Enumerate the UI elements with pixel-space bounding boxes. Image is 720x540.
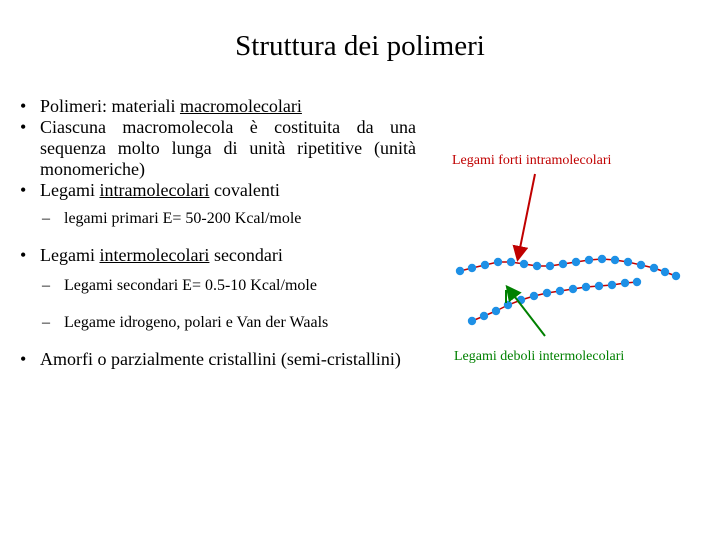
monomer-bead <box>520 260 528 268</box>
monomer-bead <box>480 312 488 320</box>
monomer-bead <box>624 258 632 266</box>
monomer-bead <box>456 267 464 275</box>
bullet-legami-intermolecolari: • Legami intermolecolari secondari <box>20 245 283 265</box>
subbullet-legami-secondari: – Legami secondari E= 0.5-10 Kcal/mole <box>42 277 317 294</box>
monomer-bead <box>582 283 590 291</box>
sub-dash: – <box>42 210 50 227</box>
polymer-chain-top <box>456 255 680 280</box>
monomer-bead <box>611 256 619 264</box>
monomer-bead <box>572 258 580 266</box>
monomer-bead <box>546 262 554 270</box>
monomer-bead <box>598 255 606 263</box>
monomer-bead <box>468 264 476 272</box>
sub-dash: – <box>42 277 50 294</box>
monomer-bead <box>608 281 616 289</box>
slide-title: Struttura dei polimeri <box>235 30 485 62</box>
bullet-dot: • <box>20 96 27 116</box>
polymer-chain-bottom <box>468 278 641 325</box>
subbullet-legami-primari: – legami primari E= 50-200 Kcal/mole <box>42 210 302 227</box>
label-intermolecular-bonds: Legami deboli intermolecolari <box>454 349 625 364</box>
monomer-bead <box>492 307 500 315</box>
monomer-bead <box>569 285 577 293</box>
bullet-legami-intramolecolari: • Legami intramolecolari covalenti <box>20 180 280 200</box>
bullet-dot: • <box>20 245 27 265</box>
label-intramolecular-bonds: Legami forti intramolecolari <box>452 153 612 168</box>
monomer-bead <box>650 264 658 272</box>
monomer-bead <box>533 262 541 270</box>
monomer-bead <box>585 256 593 264</box>
monomer-bead <box>672 272 680 280</box>
monomer-bead <box>507 258 515 266</box>
monomer-bead <box>556 287 564 295</box>
bullet-polimeri: • Polimeri: materiali macromolecolari <box>20 96 302 116</box>
monomer-bead <box>543 289 551 297</box>
bullet-dot: • <box>20 180 27 200</box>
monomer-bead <box>468 317 476 325</box>
monomer-bead <box>661 268 669 276</box>
monomer-bead <box>559 260 567 268</box>
monomer-bead <box>481 261 489 269</box>
bullet-amorfi: • Amorfi o parzialmente cristallini (semi-cristallini) <box>20 349 401 369</box>
monomer-bead <box>494 258 502 266</box>
monomer-bead <box>621 279 629 287</box>
monomer-bead <box>637 261 645 269</box>
bullet-dot: • <box>20 349 27 369</box>
subbullet-legame-idrogeno: – Legame idrogeno, polari e Van der Waals <box>42 314 329 331</box>
sub-dash: – <box>42 314 50 331</box>
bullet-macromolecola: • Ciascuna macromolecola è costituita da una sequenza molto lunga di unità ripetitive (unità monomeriche) <box>20 117 416 179</box>
monomer-bead <box>633 278 641 286</box>
monomer-bead <box>530 292 538 300</box>
monomer-bead <box>595 282 603 290</box>
intramolecular-arrow <box>518 174 535 258</box>
bullet-dot: • <box>20 117 27 137</box>
